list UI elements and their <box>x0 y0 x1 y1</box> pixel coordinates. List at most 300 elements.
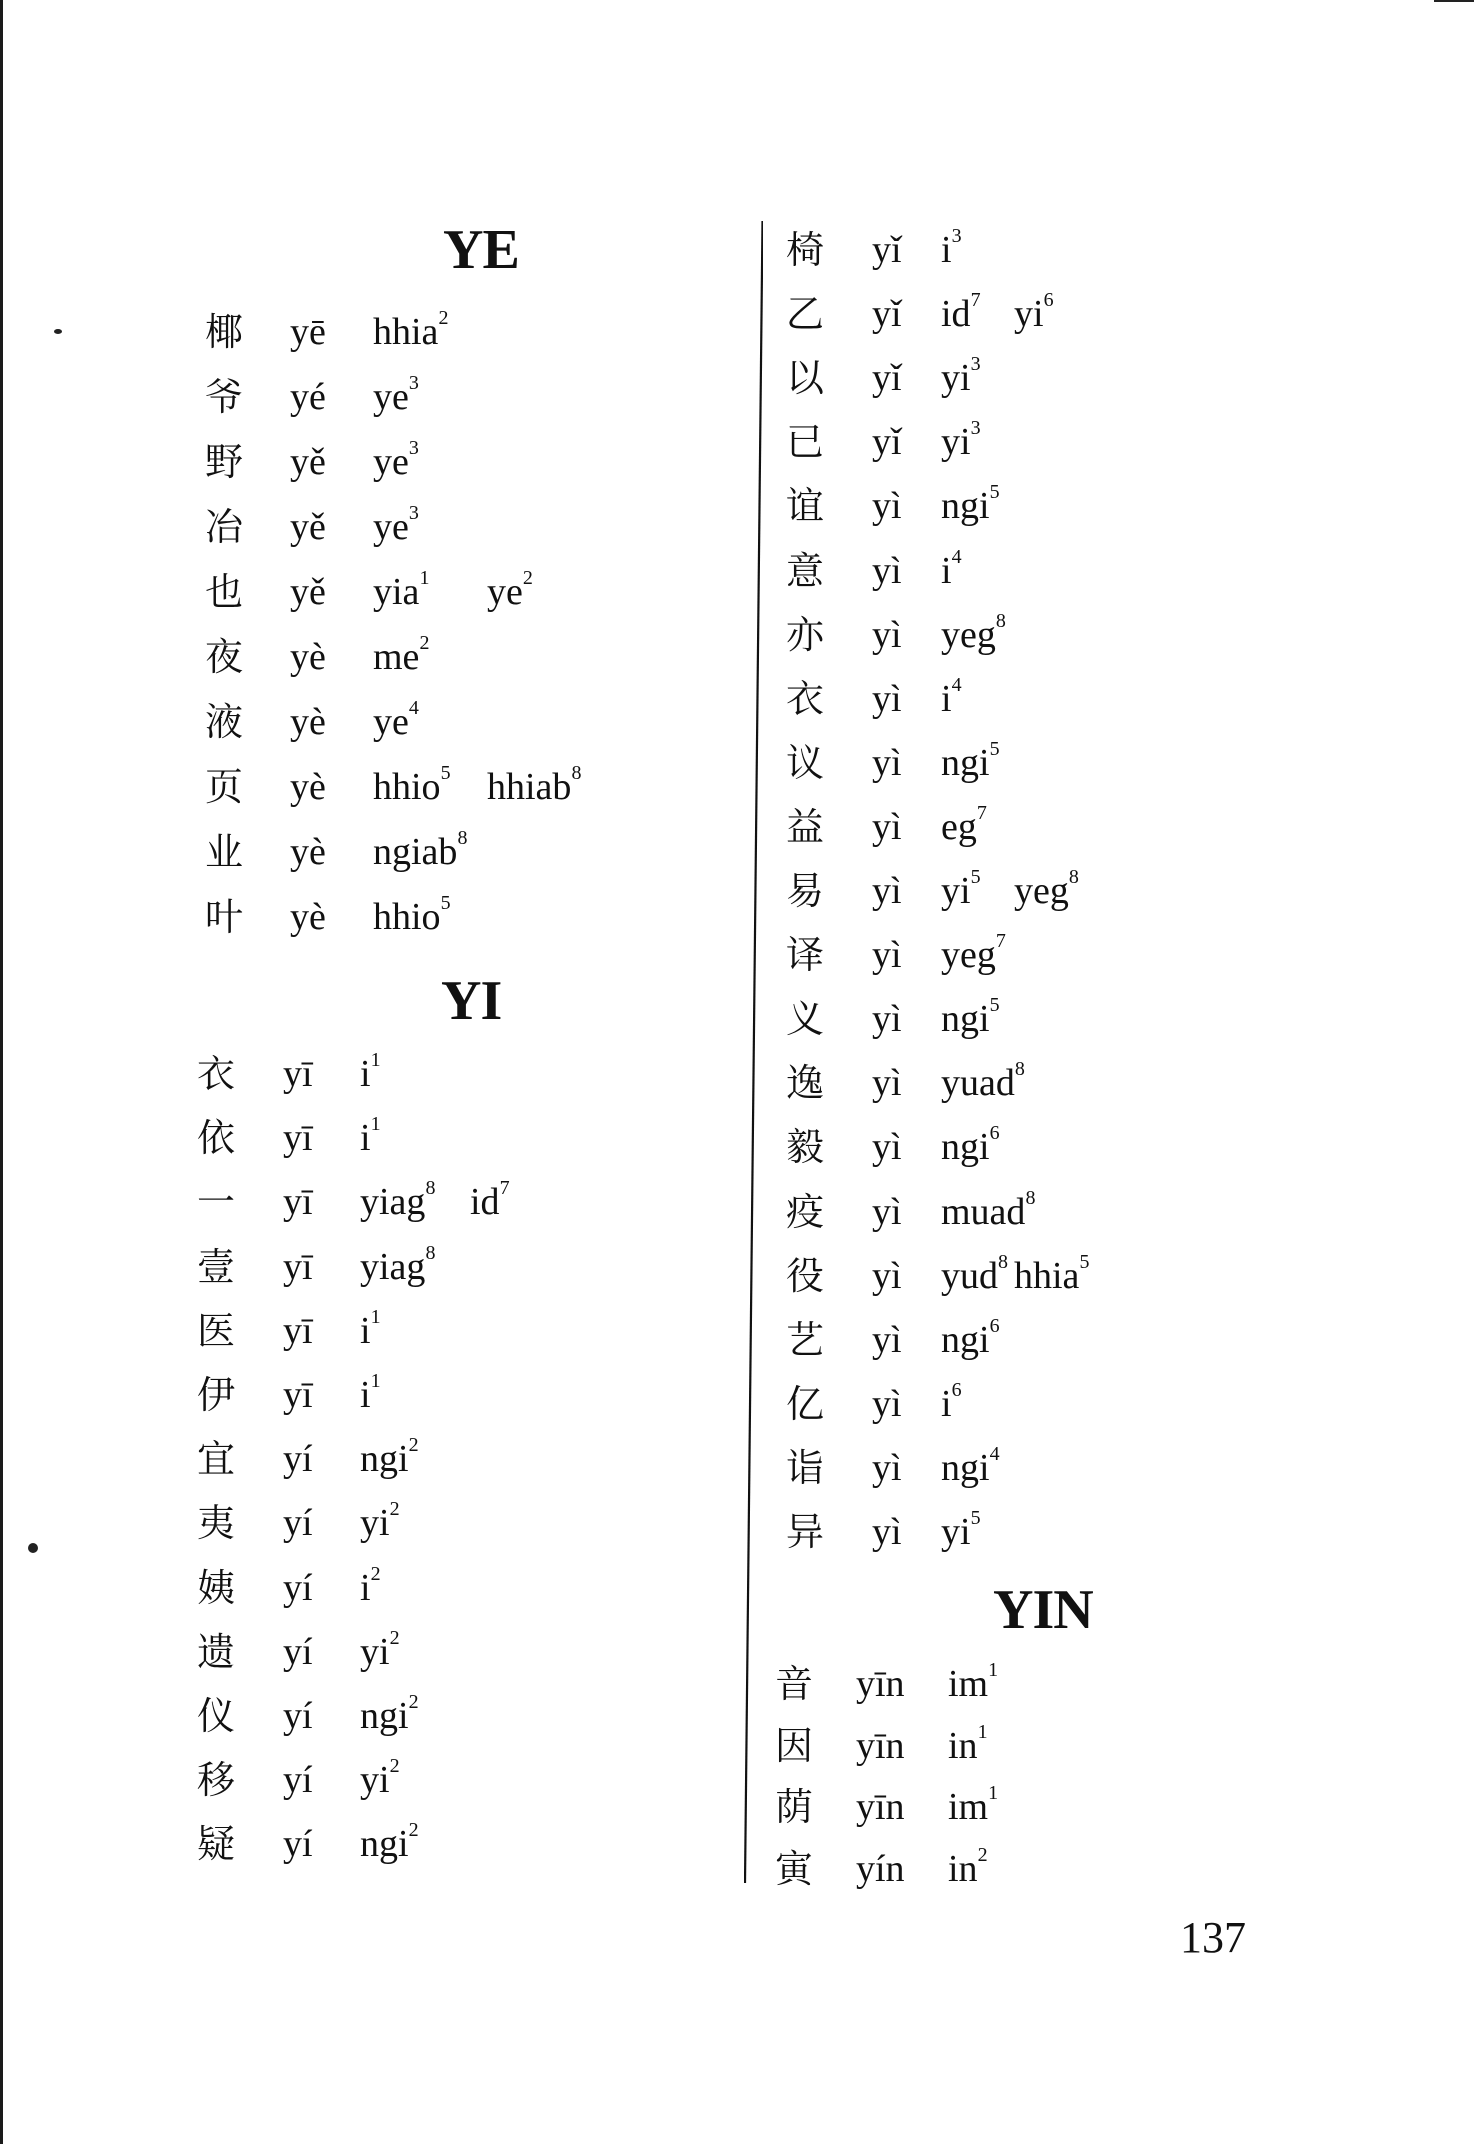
dictionary-entry <box>197 1240 717 1294</box>
reading-base: ye <box>373 506 409 548</box>
entry-pinyin: yī <box>283 1246 313 1288</box>
entry-pinyin: yì <box>872 742 902 784</box>
entry-character: 一 <box>197 1180 236 1224</box>
reading-base: i <box>360 1117 371 1159</box>
reading-tone-number: 3 <box>951 225 962 248</box>
dictionary-entry <box>786 928 1306 982</box>
reading-tone-number: 6 <box>989 1122 1000 1145</box>
entry-character: 亿 <box>786 1382 825 1426</box>
entry-character: 移 <box>197 1758 236 1802</box>
entry-dialect-reading <box>948 1719 988 1773</box>
reading-tone-number: 4 <box>408 697 419 720</box>
dictionary-entry <box>786 800 1306 854</box>
dictionary-entry <box>786 1249 1306 1303</box>
entry-dialect-reading <box>373 435 419 489</box>
entry-pinyin: yè <box>290 701 326 743</box>
entry-dialect-reading <box>941 800 987 854</box>
entry-character: 冶 <box>205 505 244 549</box>
entry-pinyin: yè <box>290 766 326 808</box>
reading-base: yi <box>1014 293 1044 335</box>
reading-tone-number: 5 <box>1079 1251 1090 1274</box>
entry-pinyin: yì <box>872 678 902 720</box>
dictionary-entry <box>197 1689 717 1743</box>
entry-character: 以 <box>786 356 825 400</box>
reading-base: hhia <box>373 311 439 353</box>
reading-base: ye <box>373 376 409 418</box>
dictionary-entry <box>197 1304 717 1358</box>
entry-pinyin: yì <box>872 1191 902 1233</box>
reading-tone-number: 5 <box>989 738 1000 761</box>
entry-character: 衣 <box>197 1052 236 1096</box>
entry-character: 仪 <box>197 1694 236 1738</box>
entry-dialect-reading <box>373 305 448 359</box>
entry-pinyin: yì <box>872 806 902 848</box>
entry-character: 译 <box>786 933 825 977</box>
entry-character: 音 <box>775 1662 814 1706</box>
entry-dialect-reading <box>360 1368 381 1422</box>
reading-tone-number: 8 <box>1025 1187 1036 1210</box>
entry-pinyin: yī <box>283 1117 313 1159</box>
entry-character: 衣 <box>786 677 825 721</box>
entry-pinyin: yīn <box>856 1663 905 1705</box>
entry-character: 疑 <box>197 1822 236 1866</box>
reading-base: yiag <box>360 1246 426 1288</box>
reading-base: in <box>948 1848 978 1890</box>
entry-pinyin: yè <box>290 831 326 873</box>
entry-pinyin: yǐ <box>872 357 902 399</box>
reading-tone-number: 1 <box>988 1659 999 1682</box>
dictionary-entry <box>786 992 1306 1046</box>
reading-base: yud <box>941 1255 998 1297</box>
dictionary-entry <box>197 1561 717 1615</box>
entry-dialect-reading <box>487 565 533 619</box>
entry-character: 乙 <box>786 292 825 336</box>
entry-character: 荫 <box>775 1785 814 1829</box>
entry-character: 因 <box>775 1724 814 1768</box>
entry-pinyin: yí <box>283 1567 313 1609</box>
entry-dialect-reading <box>941 351 981 405</box>
reading-tone-number: 3 <box>408 372 419 395</box>
reading-tone-number: 2 <box>370 1563 381 1586</box>
entry-pinyin: yè <box>290 896 326 938</box>
reading-tone-number: 2 <box>522 567 533 590</box>
entry-character: 依 <box>197 1116 236 1160</box>
reading-base: yeg <box>941 614 996 656</box>
reading-base: yi <box>360 1502 390 1544</box>
entry-character: 壹 <box>197 1245 236 1289</box>
entry-character: 毅 <box>786 1125 825 1169</box>
entry-dialect-reading <box>941 1441 1000 1495</box>
reading-base: hhia <box>1014 1255 1080 1297</box>
entry-dialect-reading <box>941 1249 1008 1303</box>
entry-pinyin: yì <box>872 1126 902 1168</box>
reading-tone-number: 5 <box>440 762 451 785</box>
reading-base: yi <box>941 421 971 463</box>
dictionary-entry <box>775 1780 1295 1834</box>
entry-dialect-reading <box>948 1780 998 1834</box>
entry-pinyin: yì <box>872 1319 902 1361</box>
entry-dialect-reading <box>373 760 451 814</box>
entry-pinyin: yì <box>872 1511 902 1553</box>
reading-base: ngi <box>360 1438 409 1480</box>
entry-dialect-reading <box>360 1047 381 1101</box>
reading-tone-number: 6 <box>1043 289 1054 312</box>
reading-base: i <box>360 1567 371 1609</box>
dictionary-entry <box>775 1719 1295 1773</box>
reading-tone-number: 8 <box>995 610 1006 633</box>
entry-pinyin: yǐ <box>872 421 902 463</box>
scan-speck <box>54 329 62 334</box>
reading-tone-number: 2 <box>408 1434 419 1457</box>
reading-tone-number: 1 <box>370 1306 381 1329</box>
dictionary-entry <box>775 1842 1295 1896</box>
entry-pinyin: yīn <box>856 1786 905 1828</box>
reading-base: ngi <box>941 742 990 784</box>
reading-base: im <box>948 1786 989 1828</box>
entry-pinyin: yě <box>290 441 326 483</box>
entry-pinyin: yì <box>872 550 902 592</box>
reading-base: yeg <box>941 934 996 976</box>
reading-base: hhio <box>373 766 441 808</box>
entry-dialect-reading <box>1014 287 1054 341</box>
reading-tone-number: 1 <box>988 1782 999 1805</box>
dictionary-entry <box>786 544 1306 598</box>
entry-character: 野 <box>205 440 244 484</box>
entry-character: 医 <box>197 1309 236 1353</box>
entry-dialect-reading <box>373 890 451 944</box>
dictionary-entry <box>786 223 1306 277</box>
reading-base: yiag <box>360 1181 426 1223</box>
reading-base: i <box>941 1383 952 1425</box>
entry-dialect-reading <box>941 1313 1000 1367</box>
entry-dialect-reading <box>948 1842 988 1896</box>
entry-character: 遗 <box>197 1630 236 1674</box>
dictionary-entry <box>197 1111 717 1165</box>
entry-character: 夜 <box>205 635 244 679</box>
entry-pinyin: yí <box>283 1695 313 1737</box>
reading-base: ye <box>373 701 409 743</box>
entry-character: 易 <box>786 869 825 913</box>
dictionary-entry <box>786 351 1306 405</box>
entry-pinyin: yì <box>872 1255 902 1297</box>
dictionary-entry <box>786 1185 1306 1239</box>
entry-pinyin: yì <box>872 934 902 976</box>
entry-dialect-reading <box>360 1561 381 1615</box>
scan-speck <box>28 1543 38 1553</box>
entry-character: 姨 <box>197 1566 236 1610</box>
reading-base: yia <box>373 571 420 613</box>
entry-character: 液 <box>205 700 244 744</box>
entry-dialect-reading <box>373 565 429 619</box>
reading-tone-number: 3 <box>408 502 419 525</box>
entry-dialect-reading <box>373 500 419 554</box>
entry-pinyin: yè <box>290 636 326 678</box>
entry-pinyin: yì <box>872 1383 902 1425</box>
entry-dialect-reading <box>1014 1249 1089 1303</box>
entry-dialect-reading <box>941 864 981 918</box>
entry-character: 寅 <box>775 1847 814 1891</box>
dictionary-entry <box>786 1056 1306 1110</box>
entry-character: 椰 <box>205 310 244 354</box>
dictionary-entry <box>197 1753 717 1807</box>
dictionary-entry <box>205 305 725 359</box>
entry-pinyin: yē <box>290 311 326 353</box>
page-number: 137 <box>1180 1913 1246 1962</box>
entry-pinyin: yì <box>872 614 902 656</box>
dictionary-entry <box>786 1441 1306 1495</box>
entry-character: 叶 <box>205 895 244 939</box>
reading-tone-number: 2 <box>389 1755 400 1778</box>
reading-base: yi <box>360 1631 390 1673</box>
entry-dialect-reading <box>941 1377 962 1431</box>
entry-pinyin: yì <box>872 1447 902 1489</box>
entry-character: 逸 <box>786 1061 825 1105</box>
entry-pinyin: yí <box>283 1823 313 1865</box>
entry-character: 役 <box>786 1254 825 1298</box>
dictionary-entry <box>197 1175 717 1229</box>
reading-tone-number: 4 <box>951 546 962 569</box>
dictionary-entry <box>197 1817 717 1871</box>
reading-base: ye <box>373 441 409 483</box>
reading-tone-number: 3 <box>408 437 419 460</box>
reading-tone-number: 7 <box>970 289 981 312</box>
entry-pinyin: yí <box>283 1502 313 1544</box>
reading-base: me <box>373 636 420 678</box>
dictionary-entry <box>205 890 725 944</box>
entry-dialect-reading <box>941 1505 981 1559</box>
dictionary-entry <box>197 1047 717 1101</box>
entry-dialect-reading <box>941 928 1006 982</box>
dictionary-entry <box>197 1625 717 1679</box>
reading-base: im <box>948 1663 989 1705</box>
reading-base: yi <box>360 1759 390 1801</box>
entry-pinyin: yī <box>283 1374 313 1416</box>
entry-dialect-reading <box>941 992 1000 1046</box>
entry-dialect-reading <box>360 1817 419 1871</box>
entry-character: 伊 <box>197 1373 236 1417</box>
entry-dialect-reading <box>941 223 962 277</box>
entry-character: 椅 <box>786 228 825 272</box>
entry-pinyin: yī <box>283 1310 313 1352</box>
entry-pinyin: yí <box>283 1759 313 1801</box>
entry-pinyin: yě <box>290 506 326 548</box>
entry-dialect-reading <box>373 825 467 879</box>
reading-base: yeg <box>1014 870 1069 912</box>
dictionary-entry <box>786 672 1306 726</box>
entry-dialect-reading <box>941 1120 1000 1174</box>
reading-base: yi <box>941 1511 971 1553</box>
entry-character: 业 <box>205 830 244 874</box>
entry-dialect-reading <box>360 1240 435 1294</box>
reading-tone-number: 8 <box>457 827 468 850</box>
dictionary-entry <box>786 1120 1306 1174</box>
reading-base: i <box>941 229 952 271</box>
reading-tone-number: 8 <box>571 762 582 785</box>
entry-dialect-reading <box>941 608 1006 662</box>
entry-dialect-reading <box>941 479 1000 533</box>
reading-base: eg <box>941 806 977 848</box>
entry-dialect-reading <box>360 1689 419 1743</box>
entry-dialect-reading <box>948 1657 998 1711</box>
dictionary-entry <box>786 608 1306 662</box>
entry-character: 疫 <box>786 1190 825 1234</box>
entry-pinyin: yě <box>290 571 326 613</box>
reading-tone-number: 5 <box>970 866 981 889</box>
dictionary-entry <box>197 1368 717 1422</box>
reading-base: ye <box>487 571 523 613</box>
reading-tone-number: 2 <box>408 1691 419 1714</box>
reading-base: ngi <box>941 485 990 527</box>
entry-dialect-reading <box>470 1175 510 1229</box>
entry-character: 谊 <box>786 484 825 528</box>
reading-base: ngi <box>360 1695 409 1737</box>
entry-dialect-reading <box>360 1625 400 1679</box>
section-heading-ye: YE <box>443 219 519 281</box>
dictionary-entry <box>786 864 1306 918</box>
dictionary-entry <box>205 695 725 749</box>
reading-base: ngiab <box>373 831 458 873</box>
entry-dialect-reading <box>373 630 429 684</box>
dictionary-entry <box>786 479 1306 533</box>
reading-tone-number: 5 <box>989 481 1000 504</box>
reading-base: yi <box>941 870 971 912</box>
entry-pinyin: yì <box>872 1062 902 1104</box>
reading-tone-number: 6 <box>989 1315 1000 1338</box>
entry-dialect-reading <box>373 695 419 749</box>
reading-tone-number: 2 <box>438 307 449 330</box>
reading-base: id <box>941 293 971 335</box>
reading-base: i <box>360 1310 371 1352</box>
reading-tone-number: 8 <box>998 1251 1008 1274</box>
entry-pinyin: yì <box>872 485 902 527</box>
entry-pinyin: yín <box>856 1848 905 1890</box>
reading-tone-number: 8 <box>1068 866 1079 889</box>
reading-tone-number: 1 <box>977 1721 988 1744</box>
reading-base: ngi <box>941 1447 990 1489</box>
dictionary-entry <box>205 370 725 424</box>
reading-tone-number: 1 <box>370 1113 381 1136</box>
entry-pinyin: yì <box>872 998 902 1040</box>
reading-base: ngi <box>941 1126 990 1168</box>
entry-dialect-reading <box>941 544 962 598</box>
dictionary-entry <box>205 760 725 814</box>
reading-base: i <box>941 550 952 592</box>
entry-character: 意 <box>786 549 825 593</box>
section-heading-yin: YIN <box>993 1579 1093 1641</box>
entry-character: 亦 <box>786 613 825 657</box>
dictionary-entry <box>205 435 725 489</box>
reading-base: in <box>948 1725 978 1767</box>
entry-dialect-reading <box>360 1432 419 1486</box>
entry-pinyin: yīn <box>856 1725 905 1767</box>
dictionary-entry <box>786 736 1306 790</box>
entry-dialect-reading <box>360 1175 435 1229</box>
entry-dialect-reading <box>941 287 981 341</box>
reading-base: ngi <box>941 1319 990 1361</box>
entry-character: 宜 <box>197 1437 236 1481</box>
entry-pinyin: yī <box>283 1181 313 1223</box>
entry-pinyin: yǐ <box>872 293 902 335</box>
entry-pinyin: yǐ <box>872 229 902 271</box>
entry-dialect-reading <box>360 1753 400 1807</box>
reading-tone-number: 8 <box>425 1242 436 1265</box>
dictionary-entry <box>786 1313 1306 1367</box>
entry-character: 异 <box>786 1510 825 1554</box>
entry-dialect-reading <box>360 1304 381 1358</box>
dictionary-entry <box>775 1657 1295 1711</box>
entry-dialect-reading <box>360 1111 381 1165</box>
dictionary-entry <box>786 287 1306 341</box>
reading-tone-number: 1 <box>419 567 430 590</box>
entry-character: 夷 <box>197 1501 236 1545</box>
reading-tone-number: 5 <box>989 994 1000 1017</box>
entry-dialect-reading <box>941 1056 1025 1110</box>
page-edge-top-right <box>1434 0 1474 2</box>
entry-character: 爷 <box>205 375 244 419</box>
entry-character: 议 <box>786 741 825 785</box>
reading-tone-number: 7 <box>499 1177 510 1200</box>
reading-base: yuad <box>941 1062 1015 1104</box>
reading-tone-number: 3 <box>970 353 981 376</box>
reading-tone-number: 2 <box>389 1498 400 1521</box>
entry-character: 也 <box>205 570 244 614</box>
dictionary-entry <box>786 415 1306 469</box>
entry-character: 已 <box>786 420 825 464</box>
entry-character: 诣 <box>786 1446 825 1490</box>
reading-tone-number: 1 <box>370 1049 381 1072</box>
dictionary-entry <box>786 1505 1306 1559</box>
dictionary-entry <box>197 1432 717 1486</box>
reading-tone-number: 4 <box>989 1443 1000 1466</box>
dictionary-entry <box>205 825 725 879</box>
reading-tone-number: 1 <box>370 1370 381 1393</box>
dictionary-entry <box>205 565 725 619</box>
reading-base: i <box>360 1053 371 1095</box>
entry-character: 益 <box>786 805 825 849</box>
reading-base: i <box>941 678 952 720</box>
reading-tone-number: 5 <box>970 1507 981 1530</box>
reading-base: ngi <box>360 1823 409 1865</box>
entry-character: 义 <box>786 997 825 1041</box>
reading-tone-number: 2 <box>419 632 430 655</box>
entry-dialect-reading <box>487 760 581 814</box>
page-edge-left <box>0 0 3 2144</box>
entry-dialect-reading <box>941 672 962 726</box>
dictionary-entry <box>205 630 725 684</box>
column-divider <box>744 221 763 1883</box>
dictionary-entry <box>205 500 725 554</box>
reading-base: i <box>360 1374 371 1416</box>
reading-tone-number: 2 <box>977 1844 988 1867</box>
section-heading-yi: YI <box>441 970 502 1032</box>
reading-base: hhiab <box>487 766 572 808</box>
entry-dialect-reading <box>941 1185 1035 1239</box>
reading-base: hhio <box>373 896 441 938</box>
dictionary-entry <box>786 1377 1306 1431</box>
entry-dialect-reading <box>373 370 419 424</box>
entry-character: 艺 <box>786 1318 825 1362</box>
dictionary-entry <box>197 1496 717 1550</box>
reading-tone-number: 7 <box>995 930 1006 953</box>
reading-tone-number: 7 <box>976 802 987 825</box>
entry-pinyin: yí <box>283 1438 313 1480</box>
entry-dialect-reading <box>941 736 1000 790</box>
entry-character: 页 <box>205 765 244 809</box>
entry-pinyin: yé <box>290 376 326 418</box>
entry-dialect-reading <box>360 1496 400 1550</box>
reading-tone-number: 8 <box>425 1177 436 1200</box>
entry-dialect-reading <box>1014 864 1079 918</box>
